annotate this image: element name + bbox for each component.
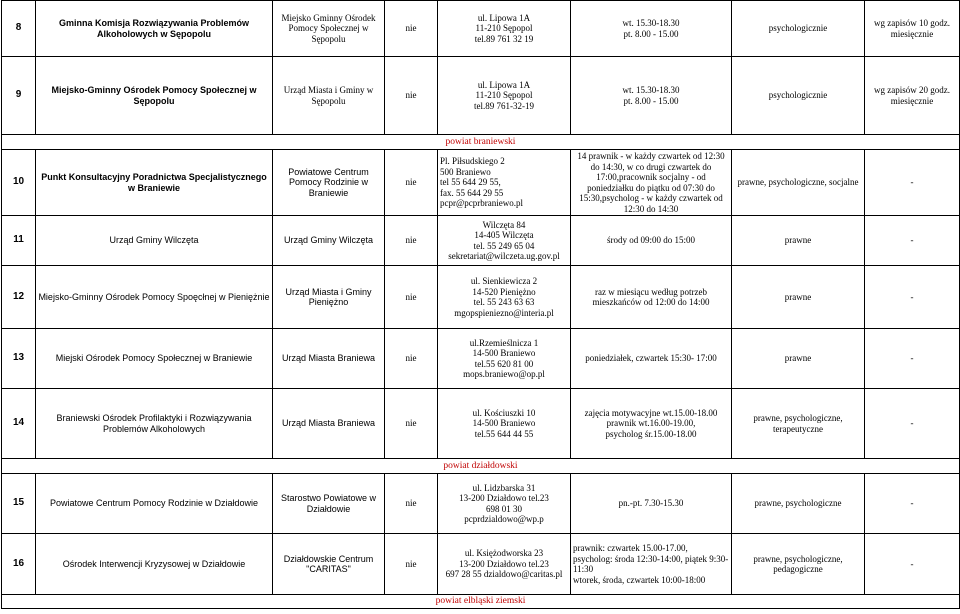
row-number: 13 [2,329,36,389]
founder: Urząd Miasta Braniewa [273,329,385,389]
opening-hours: środy od 09:00 do 15:00 [571,216,732,266]
limit: wg zapisów 10 godz. miesięcznie [865,1,960,57]
table-row [2,474,960,534]
row-number: 15 [2,474,36,534]
row-number: 12 [2,266,36,329]
table-row [2,216,960,266]
institution-name: Miejski Ośrodek Pomocy Społecznej w Braniewie [36,329,273,389]
help-type: prawne, psychologiczne [732,474,865,534]
opening-hours: pn.-pt. 7.30-15.30 [571,474,732,534]
table-row [2,389,960,459]
opening-hours: prawnik: czwartek 15.00-17.00, psycholog: środa 12:30-14:00, piątek 9:30-11:30 wtorek, środa, czwartek 10:00-18:00 [571,534,732,595]
row-number: 10 [2,150,36,216]
nfz-contract: nie [385,534,438,595]
address: ul. Księżodworska 23 13-200 Działdowo tel.23 697 28 55 dzialdowo@caritas.pl [438,534,571,595]
address: ul. Kościuszki 10 14-500 Braniewo tel.55 644 44 55 [438,389,571,459]
table-row [2,534,960,595]
help-type: prawne [732,266,865,329]
help-type: prawne, psychologiczne, pedagogiczne [732,534,865,595]
nfz-contract: nie [385,389,438,459]
row-number: 8 [2,1,36,57]
founder: Urząd Miasta Braniewa [273,389,385,459]
address: ul. Lidzbarska 31 13-200 Działdowo tel.23 698 01 30 pcprdzialdowo@wp.p [438,474,571,534]
table-row [2,57,960,135]
address: ul. Lipowa 1A 11-210 Sępopol tel.89 761-32-19 [438,57,571,135]
table-row [2,1,960,57]
institution-name: Gminna Komisja Rozwiązywania Problemów Alkoholowych w Sępopolu [36,1,273,57]
nfz-contract: nie [385,216,438,266]
institution-name: Miejsko-Gminny Ośrodek Pomocy Społecznej w Sępopolu [36,57,273,135]
row-number: 14 [2,389,36,459]
institution-name: Punkt Konsultacyjny Poradnictwa Specjalistycznego w Braniewie [36,150,273,216]
nfz-contract: nie [385,57,438,135]
row-number: 11 [2,216,36,266]
founder: Urząd Miasta i Gminy Pieniężno [273,266,385,329]
help-type: prawne [732,329,865,389]
nfz-contract: nie [385,329,438,389]
opening-hours: wt. 15.30-18.30 pt. 8.00 - 15.00 [571,1,732,57]
opening-hours: wt. 15.30-18.30 pt. 8.00 - 15.00 [571,57,732,135]
address: Wilczęta 84 14-405 Wilczęta tel. 55 249 65 04 sekretariat@wilczeta.ug.gov.pl [438,216,571,266]
limit: - [865,474,960,534]
address: ul. Lipowa 1A 11-210 Sępopol tel.89 761 32 19 [438,1,571,57]
section-row [2,135,960,150]
section-header: powiat braniewski [2,135,960,150]
row-number: 9 [2,57,36,135]
help-type: prawne, psychologiczne, socjalne [732,150,865,216]
table-row [2,266,960,329]
nfz-contract: nie [385,1,438,57]
founder: Starostwo Powiatowe w Działdowie [273,474,385,534]
nfz-contract: nie [385,474,438,534]
institution-name: Urząd Gminy Wilczęta [36,216,273,266]
institutions-table [1,0,960,609]
limit: - [865,329,960,389]
founder: Działdowskie Centrum "CARITAS" [273,534,385,595]
section-header: powiat działdowski [2,459,960,474]
help-type: psychologicznie [732,57,865,135]
section-row [2,595,960,609]
limit: wg zapisów 20 godz. miesięcznie [865,57,960,135]
founder: Miejsko Gminny Ośrodek Pomocy Społecznej w Sępopolu [273,1,385,57]
limit: - [865,150,960,216]
institution-name: Braniewski Ośrodek Profilaktyki i Rozwiązywania Problemów Alkoholowych [36,389,273,459]
founder: Urząd Gminy Wilczęta [273,216,385,266]
help-type: psychologicznie [732,1,865,57]
row-number: 16 [2,534,36,595]
help-type: prawne, psychologiczne, terapeutyczne [732,389,865,459]
limit: - [865,534,960,595]
founder: Powiatowe Centrum Pomocy Rodzinie w Braniewie [273,150,385,216]
limit: - [865,216,960,266]
table-row [2,150,960,216]
help-type: prawne [732,216,865,266]
section-row [2,459,960,474]
institution-name: Powiatowe Centrum Pomocy Rodzinie w Działdowie [36,474,273,534]
institution-name: Ośrodek Interwencji Kryzysowej w Działdowie [36,534,273,595]
nfz-contract: nie [385,266,438,329]
opening-hours: raz w miesiącu według potrzeb mieszkańców od 12:00 do 14:00 [571,266,732,329]
opening-hours: poniedziałek, czwartek 15:30- 17:00 [571,329,732,389]
opening-hours: zajęcia motywacyjne wt.15.00-18.00 prawnik wt.16.00-19.00, psycholog śr.15.00-18.00 [571,389,732,459]
address: ul. Sienkiewicza 2 14-520 Pieniężno tel. 55 243 63 63 mgopspieniezno@interia.pl [438,266,571,329]
nfz-contract: nie [385,150,438,216]
table-row [2,329,960,389]
founder: Urząd Miasta i Gminy w Sępopolu [273,57,385,135]
institution-name: Miejsko-Gminny Ośrodek Pomocy Spoęcłnej w Pieniężnie [36,266,273,329]
section-header: powiat elbląski ziemski [2,595,960,609]
address: Pl. Piłsudskiego 2 500 Braniewo tel 55 644 29 55, fax. 55 644 29 55 pcpr@pcprbraniewo.pl [438,150,571,216]
address: ul.Rzemieślnicza 1 14-500 Braniewo tel.55 620 81 00 mops.braniewo@op.pl [438,329,571,389]
limit: - [865,266,960,329]
opening-hours: 14 prawnik - w każdy czwartek od 12:30 do 14:30, w co drugi czwartek do 17:00,pracownik socjalny - od poniedziałku do piątku od 07:30 do 15:30,psycholog - w każdy czwartek od 12:30 do 14:30 [571,150,732,216]
limit: - [865,389,960,459]
